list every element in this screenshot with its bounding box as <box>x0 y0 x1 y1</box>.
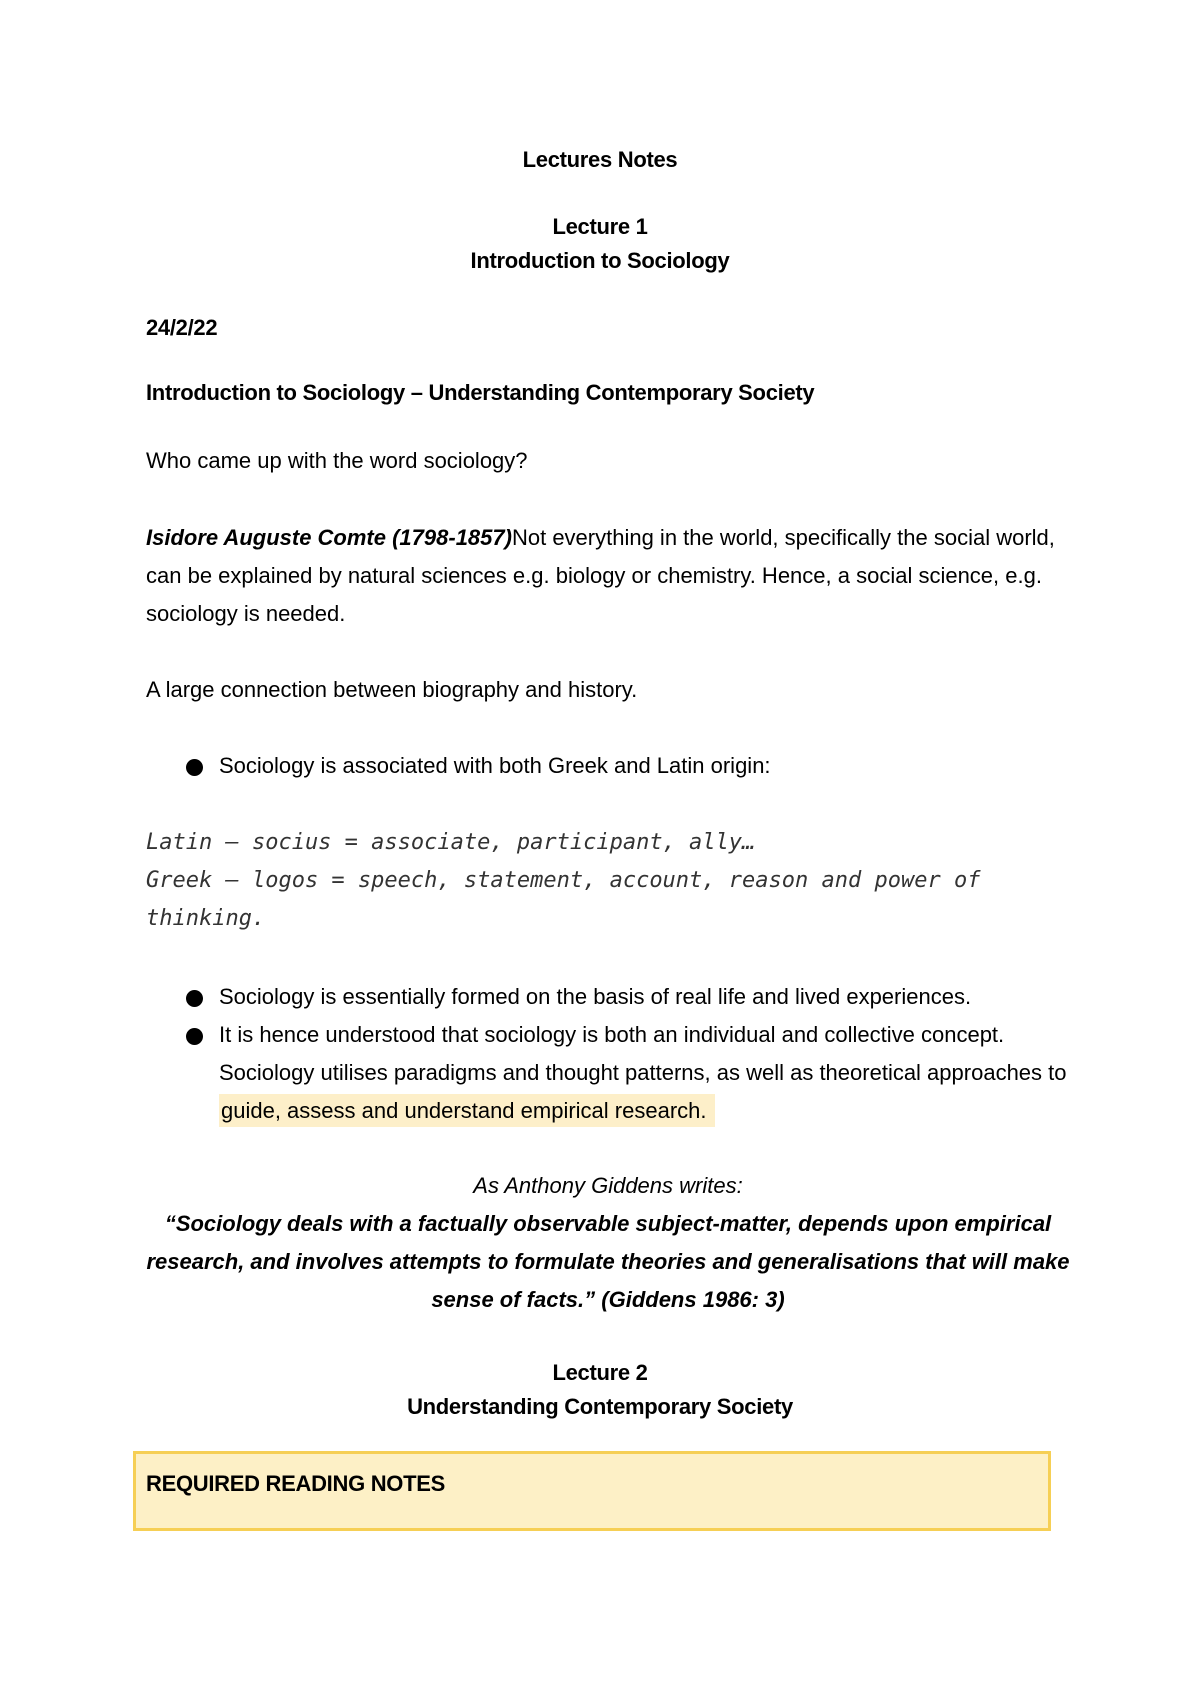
list-item-text: Sociology is essentially formed on the basis of real life and lived experiences. <box>219 984 972 1009</box>
quote-body <box>146 1205 1070 1319</box>
document-title: Lectures Notes <box>522 147 678 172</box>
required-reading-box <box>133 1451 1051 1531</box>
bullet-icon <box>186 759 203 776</box>
lecture1-header <box>0 210 1200 278</box>
latin-line: Latin – socius = associate, participant, ally… <box>146 830 756 855</box>
comte-name: Isidore Auguste Comte (1798-1857) <box>146 525 512 550</box>
bullet-list-concepts <box>146 978 1076 1130</box>
lecture2-subtitle: Understanding Contemporary Society <box>407 1394 793 1419</box>
etymology-block <box>146 824 1076 938</box>
question-text: Who came up with the word sociology? <box>146 448 528 473</box>
greek-line: Greek – logos = speech, statement, account, reason and power of thinking. <box>146 868 981 931</box>
required-reading-label: REQUIRED READING NOTES <box>146 1471 445 1496</box>
list-item <box>146 747 1076 785</box>
list-item <box>146 1016 1076 1130</box>
lecture2-header <box>0 1356 1200 1424</box>
giddens-quote <box>146 1167 1070 1319</box>
section-heading: Introduction to Sociology – Understanding Contemporary Society <box>146 380 815 405</box>
lecture-date: 24/2/22 <box>146 315 218 340</box>
comte-text: Not everything in the world, specifically the social world, can be explained by natural sciences e.g. biology or chemistry. Hence, a social science, e.g. sociology is needed. <box>146 525 1055 626</box>
lecture1-number: Lecture 1 <box>552 214 648 239</box>
quote-text: “Sociology deals with a factually observable subject-matter, depends upon empirical research, and involves attempts to formulate theories and generalisations that will make sense of facts.” <box>146 1211 1070 1312</box>
quote-intro: As Anthony Giddens writes: <box>473 1173 743 1198</box>
bullet-list-origin <box>146 747 1076 785</box>
comte-paragraph <box>146 519 1076 633</box>
connection-paragraph: A large connection between biography and history. <box>146 677 638 702</box>
bullet-icon <box>186 1028 203 1045</box>
list-item-text: Sociology is associated with both Greek and Latin origin: <box>219 753 771 778</box>
lecture2-number: Lecture 2 <box>552 1360 648 1385</box>
highlighted-text: guide, assess and understand empirical research. <box>219 1094 715 1127</box>
quote-citation: (Giddens 1986: 3) <box>595 1287 785 1312</box>
lecture1-subtitle: Introduction to Sociology <box>470 248 730 273</box>
list-item-text: It is hence understood that sociology is both an individual and collective concept. Sociology utilises paradigms and thought patterns, as well as theoretical approaches to <box>219 1022 1067 1085</box>
list-item <box>146 978 1076 1016</box>
bullet-icon <box>186 990 203 1007</box>
